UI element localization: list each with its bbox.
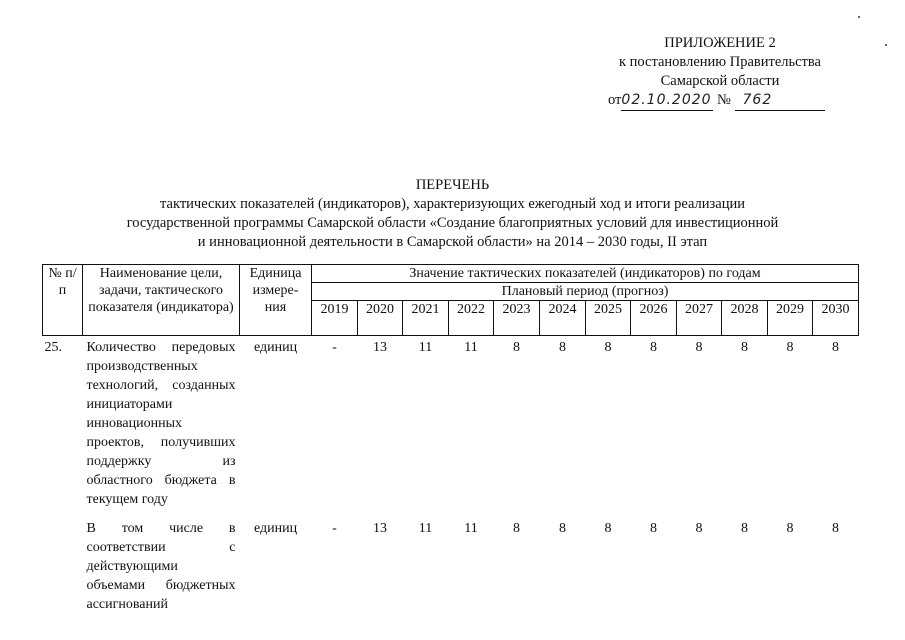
row-value: 8 <box>741 521 748 536</box>
title-line-3: и инновационной деятельности в Самарской области» на 2014 – 2030 годы, II этап <box>197 234 708 250</box>
row-unit: единиц <box>253 340 298 355</box>
row-num <box>43 517 83 614</box>
row-value: 8 <box>650 340 657 355</box>
header-year: 2025 <box>586 301 631 336</box>
row-name: В том числе в соответствии с действующими объемами бюджетных ассигнований <box>86 521 236 612</box>
row-value: 13 <box>373 340 387 355</box>
row-value: 8 <box>604 340 612 355</box>
header-year: 2026 <box>631 301 677 336</box>
row-value: 11 <box>464 521 478 536</box>
header-values: Значение тактических показателей (индикаторов) по годам <box>312 265 859 283</box>
header-year: 2027 <box>677 301 722 336</box>
scan-speck <box>858 16 860 18</box>
appendix-line-1: к постановлению Правительства <box>619 54 821 70</box>
row-unit: единиц <box>253 521 298 536</box>
table-row <box>43 336 859 510</box>
row-name: Количество передовых производственных технологий, созданных инициаторами инновационных проектов, получивших поддержку из областного бюджета в текущем году <box>86 340 236 507</box>
row-value: 8 <box>604 521 612 536</box>
row-value: 8 <box>832 340 839 355</box>
indicators-table <box>42 264 859 614</box>
row-value: 11 <box>418 521 433 536</box>
appendix-block <box>600 34 840 111</box>
row-value: - <box>332 340 337 355</box>
appendix-date-line <box>600 91 840 111</box>
row-value: - <box>332 521 337 536</box>
row-value: 13 <box>373 521 387 536</box>
header-year: 2024 <box>540 301 586 336</box>
header-year: 2021 <box>403 301 449 336</box>
row-value: 8 <box>786 340 794 355</box>
header-year: 2030 <box>813 301 859 336</box>
header-num: № п/п <box>43 265 83 336</box>
row-value: 11 <box>418 340 433 355</box>
resolution-number: 762 <box>735 91 825 111</box>
title-heading: ПЕРЕЧЕНЬ <box>415 177 490 193</box>
header-year: 2029 <box>768 301 813 336</box>
header-period: Плановый период (прогноз) <box>312 283 859 301</box>
scan-speck <box>885 44 887 46</box>
title-line-1: тактических показателей (индикаторов), характеризующих ежегодный ход и итоги реализации <box>160 196 745 212</box>
row-value: 8 <box>695 340 703 355</box>
row-value: 11 <box>464 340 478 355</box>
header-year: 2028 <box>722 301 768 336</box>
resolution-date: 02.10.2020 <box>621 91 713 111</box>
table-row <box>43 517 859 614</box>
header-name: Наименование цели, задачи, тактического показателя (индикатора) <box>83 265 240 336</box>
header-year: 2019 <box>312 301 358 336</box>
row-value: 8 <box>832 521 839 536</box>
row-value: 8 <box>786 521 794 536</box>
row-value: 8 <box>513 521 520 536</box>
header-year: 2022 <box>449 301 494 336</box>
document-title <box>100 176 805 252</box>
appendix-line-2: Самарской области <box>660 73 780 89</box>
row-num: 25. <box>44 340 62 355</box>
row-value: 8 <box>650 521 657 536</box>
appendix-label: ПРИЛОЖЕНИЕ 2 <box>664 35 776 51</box>
number-sign: № <box>717 92 731 108</box>
row-value: 8 <box>695 521 703 536</box>
title-line-2: государственной программы Самарской области «Создание благоприятных условий для инвестиционной <box>126 215 779 231</box>
row-value: 8 <box>559 521 566 536</box>
row-value: 8 <box>741 340 748 355</box>
header-year: 2023 <box>494 301 540 336</box>
row-value: 8 <box>559 340 566 355</box>
row-value: 8 <box>513 340 520 355</box>
header-year: 2020 <box>358 301 403 336</box>
header-unit: Единица измере-ния <box>240 265 312 336</box>
from-prefix: от <box>608 92 622 108</box>
